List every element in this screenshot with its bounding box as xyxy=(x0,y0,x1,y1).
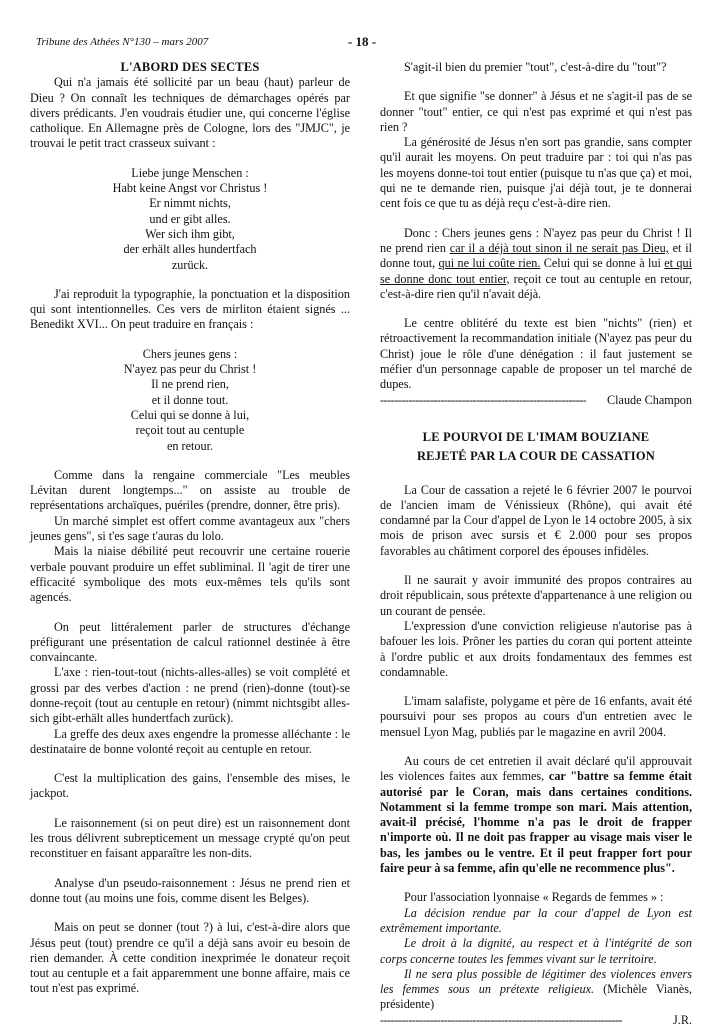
poem-line: und er gibt alles. xyxy=(149,211,231,226)
paragraph: Le raisonnement (si on peut dire) est un raisonnement dont les trous délivrent subrepticement un message crypté qu'on peut reconstituer en faisant apparaître les non-dits. xyxy=(30,815,350,861)
article-title-sectes: L'ABORD DES SECTES xyxy=(120,60,260,74)
poem-line: Wer sich ihm gibt, xyxy=(145,226,235,241)
paragraph: On peut littéralement parler de structures d'échange préfigurant une présentation de calcul rationnel destinée à être convaincante. xyxy=(30,619,350,665)
paragraph: J'ai reproduit la typographie, la ponctuation et la disposition qui sont intentionnelles. Ces vers de mirliton étaient signés ... Benedikt XVI... On peut traduire en français : xyxy=(30,286,350,332)
poem-line: Liebe junge Menschen : xyxy=(131,165,249,180)
paragraph: Analyse d'un pseudo-raisonnement : Jésus ne prend rien et donne tout (au moins une fois, comme disent les Belges). xyxy=(30,875,350,905)
poem-line: Habt keine Angst vor Christus ! xyxy=(112,181,268,196)
paragraph: Mais la niaise débilité peut recouvrir une certaine rouerie verbale pouvant produire un effet subliminal. Il 'agit de tirer une efficacité symbolique des mots eux-mêmes tels qu'ils sont agencés. xyxy=(30,544,350,605)
page-header xyxy=(36,34,688,52)
underlined-text: et qui se donne donc tout entier, xyxy=(380,256,692,286)
signature-line xyxy=(380,393,692,408)
poem-line: zurück. xyxy=(171,257,209,272)
paragraph: L'imam salafiste, polygame et père de 16 enfants, avait été poursuivi pour ses propos au cours d'un entretien avec le mensuel Lyon Mag, publiés par le magazine en avril 2004. xyxy=(380,694,692,739)
poem-line: Il ne prend rien, xyxy=(151,377,229,392)
paragraph: L'axe : rien-tout-tout (nichts-alles-alles) se voit complété et grossi par des verbes d'action : ne prend (rien)-donne (tout)-se donne-reçoit (tout au centuple en retour) (nimmt nichtsgibt alles-sich gibt-erhält alles hundertfach zurück). xyxy=(30,665,350,726)
right-column xyxy=(380,60,692,1028)
underlined-text: qui ne lui coûte rien. xyxy=(438,256,541,271)
italic-quote: Le droit à la dignité, au respect et à l'intégrité de son corps concerne toutes les femmes vivant sur le territoire. xyxy=(380,936,692,966)
article-title-imam-line2: REJETÉ PAR LA COUR DE CASSATION xyxy=(416,449,656,464)
signature-line xyxy=(380,1013,692,1028)
poem-french xyxy=(30,347,350,454)
paragraph: C'est la multiplication des gains, l'ensemble des mises, le jackpot. xyxy=(30,771,350,801)
paragraph-quote: Il ne sera plus possible de légitimer des violences envers les femmes sous un prétexte religieux. (Michèle Vianès, présidente) xyxy=(380,966,692,1012)
paragraph: La Cour de cassation a rejeté le 6 février 2007 le pourvoi de l'ancien imam de Vénissieux (Rhône), qui avait été condamné par la Cour d'appel de Lyon le 14 octobre 2005, à six mois de prison avec sursis et € 2.000 pour ses propos favorables au châtiment corporel des épouses infidèles. xyxy=(380,482,692,558)
poem-line: Er nimmt nichts, xyxy=(149,196,231,211)
paragraph: Comme dans la rengaine commerciale "Les meubles Lévitan durent longtemps..." on assiste au trouble de représentations archaïques, puériles (prendre, donner, être pris). xyxy=(30,467,350,513)
poem-line: reçoit tout au centuple xyxy=(135,423,245,438)
paragraph: Il ne saurait y avoir immunité des propos contraires au droit républicain, sous prétexte d'appartenance à une religion ou un courant de pensée. xyxy=(380,573,692,618)
paragraph-bold-quote: Au cours de cet entretien il avait déclaré qu'il approuvait les violences faites aux femmes, car "battre sa femme était autorisé par le Coran, mais dans certaines conditions. Notamment si la femme trompe son mari. Mais attention, avait-il précisé, l'homme n'a pas le droit de frapper n'importe où. Il ne doit pas frapper au visage mais viser le bas, les jambes ou le ventre. Et il peut frapper fort pour faire peur à sa femme, afin qu'elle ne recommence plus". xyxy=(380,753,692,876)
poem-line: Celui qui se donne à lui, xyxy=(130,407,250,422)
left-column xyxy=(30,60,350,997)
paragraph-underlined: Donc : Chers jeunes gens : N'ayez pas peur du Christ ! Il ne prend rien car il a déjà tout sinon il ne serait pas Dieu, et il donne tout, qui ne lui coûte rien. Celui qui se donne à lui et qui se donne donc tout entier, reçoit ce tout au centuple en retour, c'est-à-dire rien qu'il n'avait déjà. xyxy=(380,225,693,301)
author-name: Claude Champon xyxy=(607,392,692,407)
poem-line: Chers jeunes gens : xyxy=(142,346,238,361)
paragraph: Un marché simplet est offert comme avantageux aux "chers jeunes gens", si t'es sage t'auras du lolo. xyxy=(30,513,350,544)
paragraph: L'expression d'une conviction religieuse n'autorise pas à bafouer les lois. Prôner les parties du coran qui portent atteinte à l'ordre public et aux droits fondamentaux des femmes est condamnable. xyxy=(380,618,692,679)
page-number: - 18 - xyxy=(347,34,377,49)
poem-line: et il donne tout. xyxy=(151,392,229,407)
paragraph: Pour l'association lyonnaise « Regards de femmes » : xyxy=(404,890,664,905)
paragraph: Qui n'a jamais été sollicité par un beau (haut) parleur de Dieu ? On connaît les techniques de démarchages opérés par divers prédicants. J'en voudrais étudier une, qui concerne l'église catholique. En Allemagne près de Cologne, lors des "JMJC", je trouvai le petit tract crasseux suivant : xyxy=(30,75,350,151)
poem-line: N'ayez pas peur du Christ ! xyxy=(123,362,257,377)
separator-dashes: ---------------------------------------------------------- xyxy=(380,392,587,407)
article-title-imam-line1: LE POURVOI DE L'IMAM BOUZIANE xyxy=(422,429,650,444)
paragraph: La greffe des deux axes engendre la promesse alléchante : le destinataire de bonne volonté reçoit au centuple en retour. xyxy=(30,726,350,756)
author-name: J.R. xyxy=(673,1012,692,1027)
journal-title: Tribune des Athées N°130 – mars 2007 xyxy=(36,36,209,48)
poem-line: der erhält alles hundertfach xyxy=(123,242,257,257)
bold-quote: car "battre sa femme était autorisé par le Coran, mais dans certaines conditions. Notamment si la femme trompe son mari. Mais attention, avait-il précisé, l'homme n'a pas le droit de frapper n'importe où. Il ne doit pas frapper au visage mais viser le bas, les jambes ou le ventre. Et il peut frapper fort pour faire peur à sa femme, afin qu'elle ne recommence plus". xyxy=(380,769,692,876)
paragraph: La générosité de Jésus n'en sort pas grandie, sans compter qu'il aurait les moyens. On peut traduire par : toi qui n'as pas les moyens donne-toi tout entier (puisque tu n'as que ça) et moi, qui ne te demande rien, puisque j'ai déjà tout, je te donnerai cent fois ce que tu as déjà reçu c'est-à-dire rien. xyxy=(380,135,692,211)
italic-quote: La décision rendue par la cour d'appel de Lyon est extrêmement importante. xyxy=(380,905,692,935)
underlined-text: car il a déjà tout sinon il ne serait pas Dieu, xyxy=(449,240,669,255)
separator-dashes: -------------------------------------------------------------------- xyxy=(380,1012,622,1027)
poem-line: en retour. xyxy=(166,438,214,453)
paragraph: Mais on peut se donner (tout ?) à lui, c'est-à-dire alors que Jésus peut (tout) prendre ce qu'il a déjà sans avoir eu besoin de rien demander. À cette condition inexprimée le donateur reçoit tout au centuple et a fait apparemment une bonne affaire, mais ce tout n'est pas exprimé. xyxy=(30,920,350,996)
paragraph: Et que signifie "se donner" à Jésus et ne s'agit-il pas de se donner "tout" entier, ce qui n'est pas exprimé et qui n'est pas rien ? xyxy=(380,89,692,134)
poem-german xyxy=(30,166,350,273)
paragraph: Le centre oblitéré du texte est bien "nichts" (rien) et rétroactivement la recommandation initiale (N'ayez pas peur du Christ) joue le rôle d'une dénégation : il faut justement se méfier d'un personnage capable de proposer un tel marché de dupes. xyxy=(380,316,692,392)
paragraph: S'agit-il bien du premier "tout", c'est-à-dire du "tout"? xyxy=(404,60,667,74)
